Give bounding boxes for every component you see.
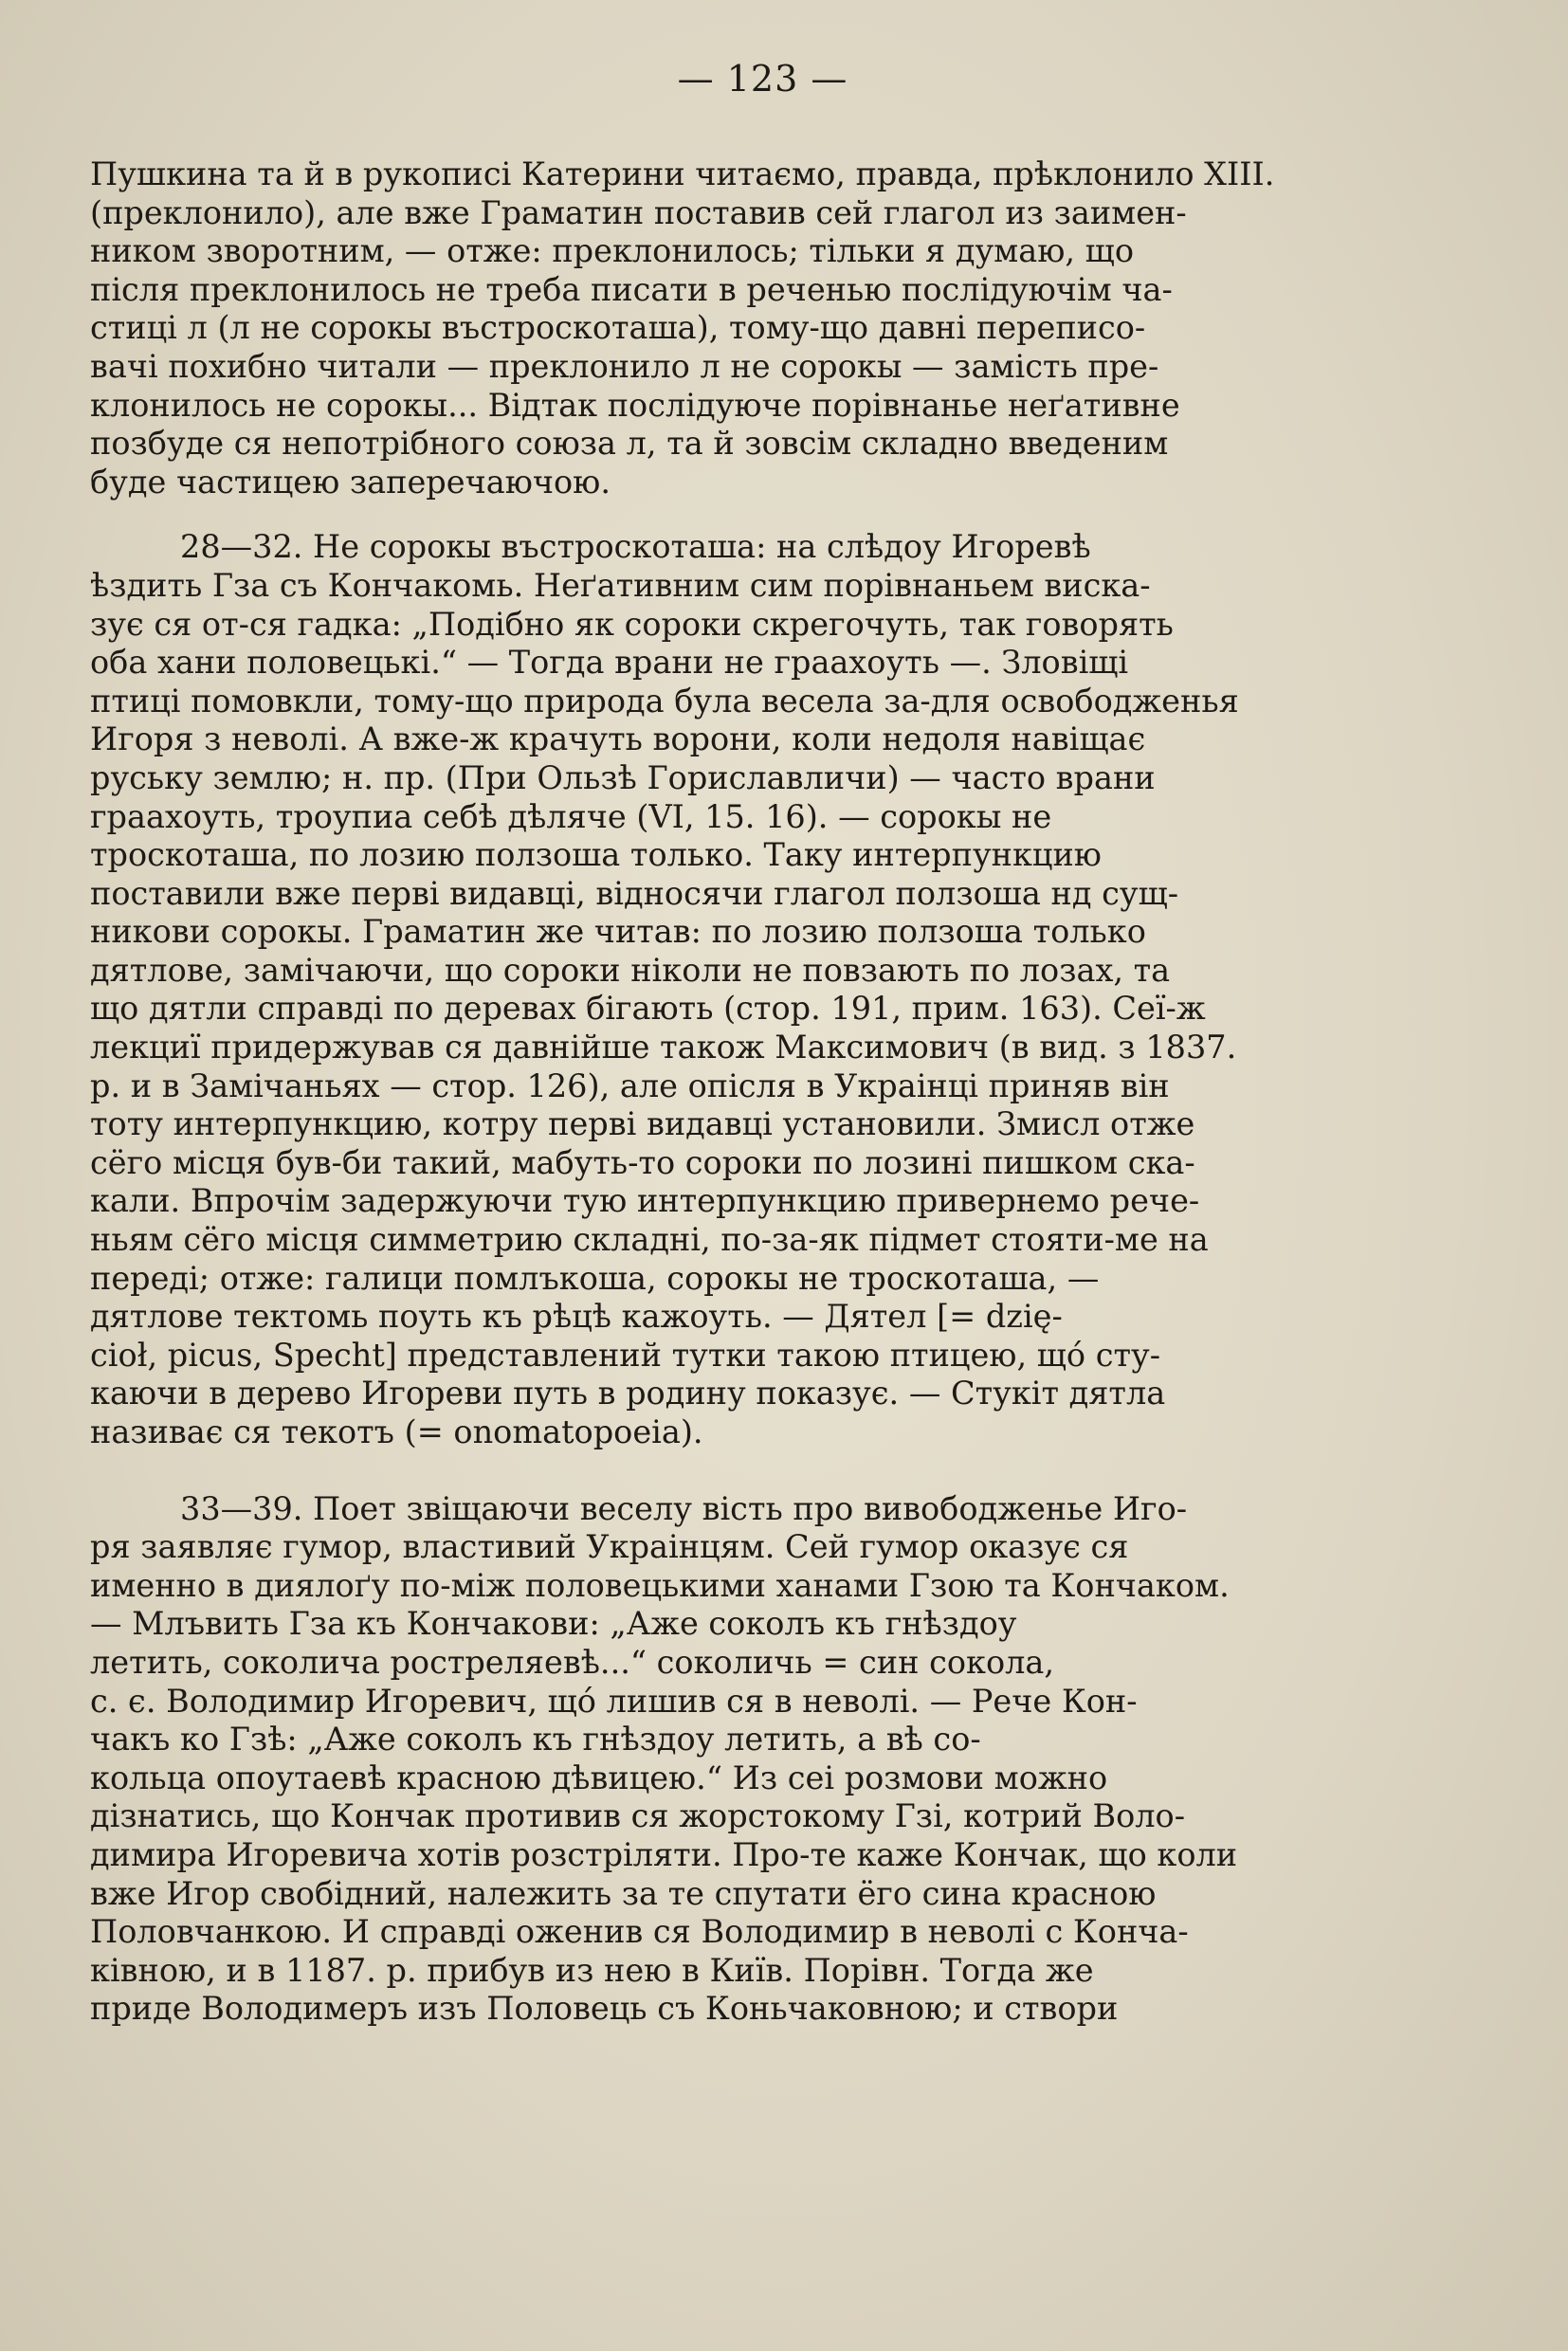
text-line: Игоря з неволі. А вже-ж крачуть ворони, коли недоля навіщає <box>90 720 1146 758</box>
text-line: ѣздить Гза съ Кончакомь. Неґативним сим порівнаньем виска- <box>90 566 1151 604</box>
text-line: переді; отже: галици помлъкоша, сорокы не троскоташа, — <box>90 1259 1100 1297</box>
text-line: поставили вже перві видавці, відносячи глагол ползоша нд сущ- <box>90 874 1179 912</box>
text-line: кольца опоутаевѣ красною дѣвицею.“ Из сеі розмови можно <box>90 1759 1108 1796</box>
text-line: стиці л (л не сорокы въстроскоташа), тому-що давні переписо- <box>90 309 1146 347</box>
text-line: клонилось не сорокы... Відтак послідуюче порівнанье неґативне <box>90 386 1180 424</box>
text-line: каючи в дерево Игореви путь в родину показує. — Стукіт дятла <box>90 1375 1166 1412</box>
paragraph-3 <box>90 1490 1435 2029</box>
text-line: ньям сёго місця симметрию складні, по-за-як підмет стояти-ме на <box>90 1221 1209 1259</box>
text-line: оба хани половецькі.“ — Тогда врани не граахоуть —. Зловіщі <box>90 644 1129 682</box>
text-line: що дятли справді по деревах бігають (стор. 191, прим. 163). Сеї-ж <box>90 990 1206 1028</box>
text-line: лекциї придержував ся давнійше також Максимович (в вид. з 1837. <box>90 1029 1237 1066</box>
text-line: дятлове тектомь поуть къ рѣцѣ кажоуть. — Дятел [= dzię- <box>90 1298 1063 1336</box>
text-line: — Млъвить Гза къ Кончакови: „Аже соколъ къ гнѣздоу <box>90 1605 1017 1643</box>
text-line: вачі похибно читали — преклонило л не сорокы — замість пре- <box>90 347 1159 385</box>
text-line: приде Володимеръ изъ Половець съ Коньчаковною; и створи <box>90 1990 1119 2028</box>
text-line: після преклонилось не треба писати в реченью послідуючім ча- <box>90 270 1173 308</box>
text-line: 28—32. Не сорокы въстроскоташа: на слѣдоу Игоревѣ <box>180 528 1091 566</box>
text-line: позбуде ся непотрібного союза л, та й зовсім складно введеним <box>90 425 1169 463</box>
text-line: ря заявляє гумор, властивий Украінцям. Сей гумор оказує ся <box>90 1528 1129 1566</box>
text-line: р. и в Замічаньях — стор. 126), але опісля в Украінці приняв він <box>90 1066 1170 1104</box>
text-line: именно в диялоґу по-між половецькими ханами Гзою та Кончаком. <box>90 1566 1230 1604</box>
text-line: руську землю; н. пр. (При Ользѣ Гориславличи) — часто врани <box>90 758 1156 796</box>
paragraph-1 <box>90 155 1435 501</box>
text-line: троскоташа, по лозию ползоша только. Таку интерпункцию <box>90 836 1102 874</box>
text-line: тоту интерпункцию, котру перві видавці установили. Змисл отже <box>90 1105 1195 1143</box>
text-line: (преклонило), але вже Граматин поставив сей глагол из заимен- <box>90 193 1187 231</box>
text-line: ником зворотним, — отже: преклонилось; тільки я думаю, що <box>90 232 1134 270</box>
text-line: димира Игоревича хотів розстріляти. Про-те каже Кончак, що коли <box>90 1835 1238 1873</box>
text-line: дятлове, замічаючи, що сороки ніколи не повзають по лозах, та <box>90 951 1171 989</box>
text-line: летить, соколича ростреляевѣ...“ соколичь = син сокола, <box>90 1643 1055 1681</box>
text-line: Половчанкою. И справді оженив ся Володимир в неволі с Конча- <box>90 1913 1189 1951</box>
text-line: називає ся текотъ (= onomatopoeia). <box>90 1413 703 1450</box>
text-line: граахоуть, троупиа себѣ дѣляче (VI, 15. 16). — сорокы не <box>90 797 1052 835</box>
text-line: кали. Впрочім задержуючи тую интерпункцию привернемо рече- <box>90 1182 1200 1220</box>
text-line: cioł, picus, Specht] представлений тутки такою птицею, щó сту- <box>90 1336 1161 1374</box>
text-line: буде частицею заперечаючою. <box>90 463 611 501</box>
page-number: — 123 — <box>677 58 848 100</box>
text-line: с. є. Володимир Игоревич, щó лишив ся в неволі. — Рече Кон- <box>90 1682 1138 1720</box>
text-line: дізнатись, що Кончак противив ся жорстокому Гзі, котрий Воло- <box>90 1797 1186 1835</box>
text-line: ківною, и в 1187. р. прибув из нею в Київ. Порівн. Тогда же <box>90 1951 1094 1989</box>
text-line: Пушкина та й в рукописі Катерини читаємо, правда, прѣклонило XIII. <box>90 155 1275 192</box>
text-line: чакъ ко Гзѣ: „Аже соколъ къ гнѣздоу летить, а вѣ со- <box>90 1721 981 1759</box>
text-line: никови сорокы. Граматин же читав: по лозию ползоша только <box>90 913 1146 951</box>
text-line: вже Игор свобідний, належить за те спутати ёго сина красною <box>90 1874 1157 1912</box>
text-line: сёго місця був-би такий, мабуть-то сороки по лозині пишком ска- <box>90 1143 1195 1181</box>
text-line: зує ся от-ся гадка: „Подібно як сороки скрегочуть, так говорять <box>90 605 1174 643</box>
text-line: птиці помовкли, тому-що природа була весела за-для освободженья <box>90 682 1239 720</box>
paragraph-2 <box>90 528 1435 1451</box>
text-line: 33—39. Поет звіщаючи веселу вість про вивободженье Иго- <box>180 1489 1188 1527</box>
